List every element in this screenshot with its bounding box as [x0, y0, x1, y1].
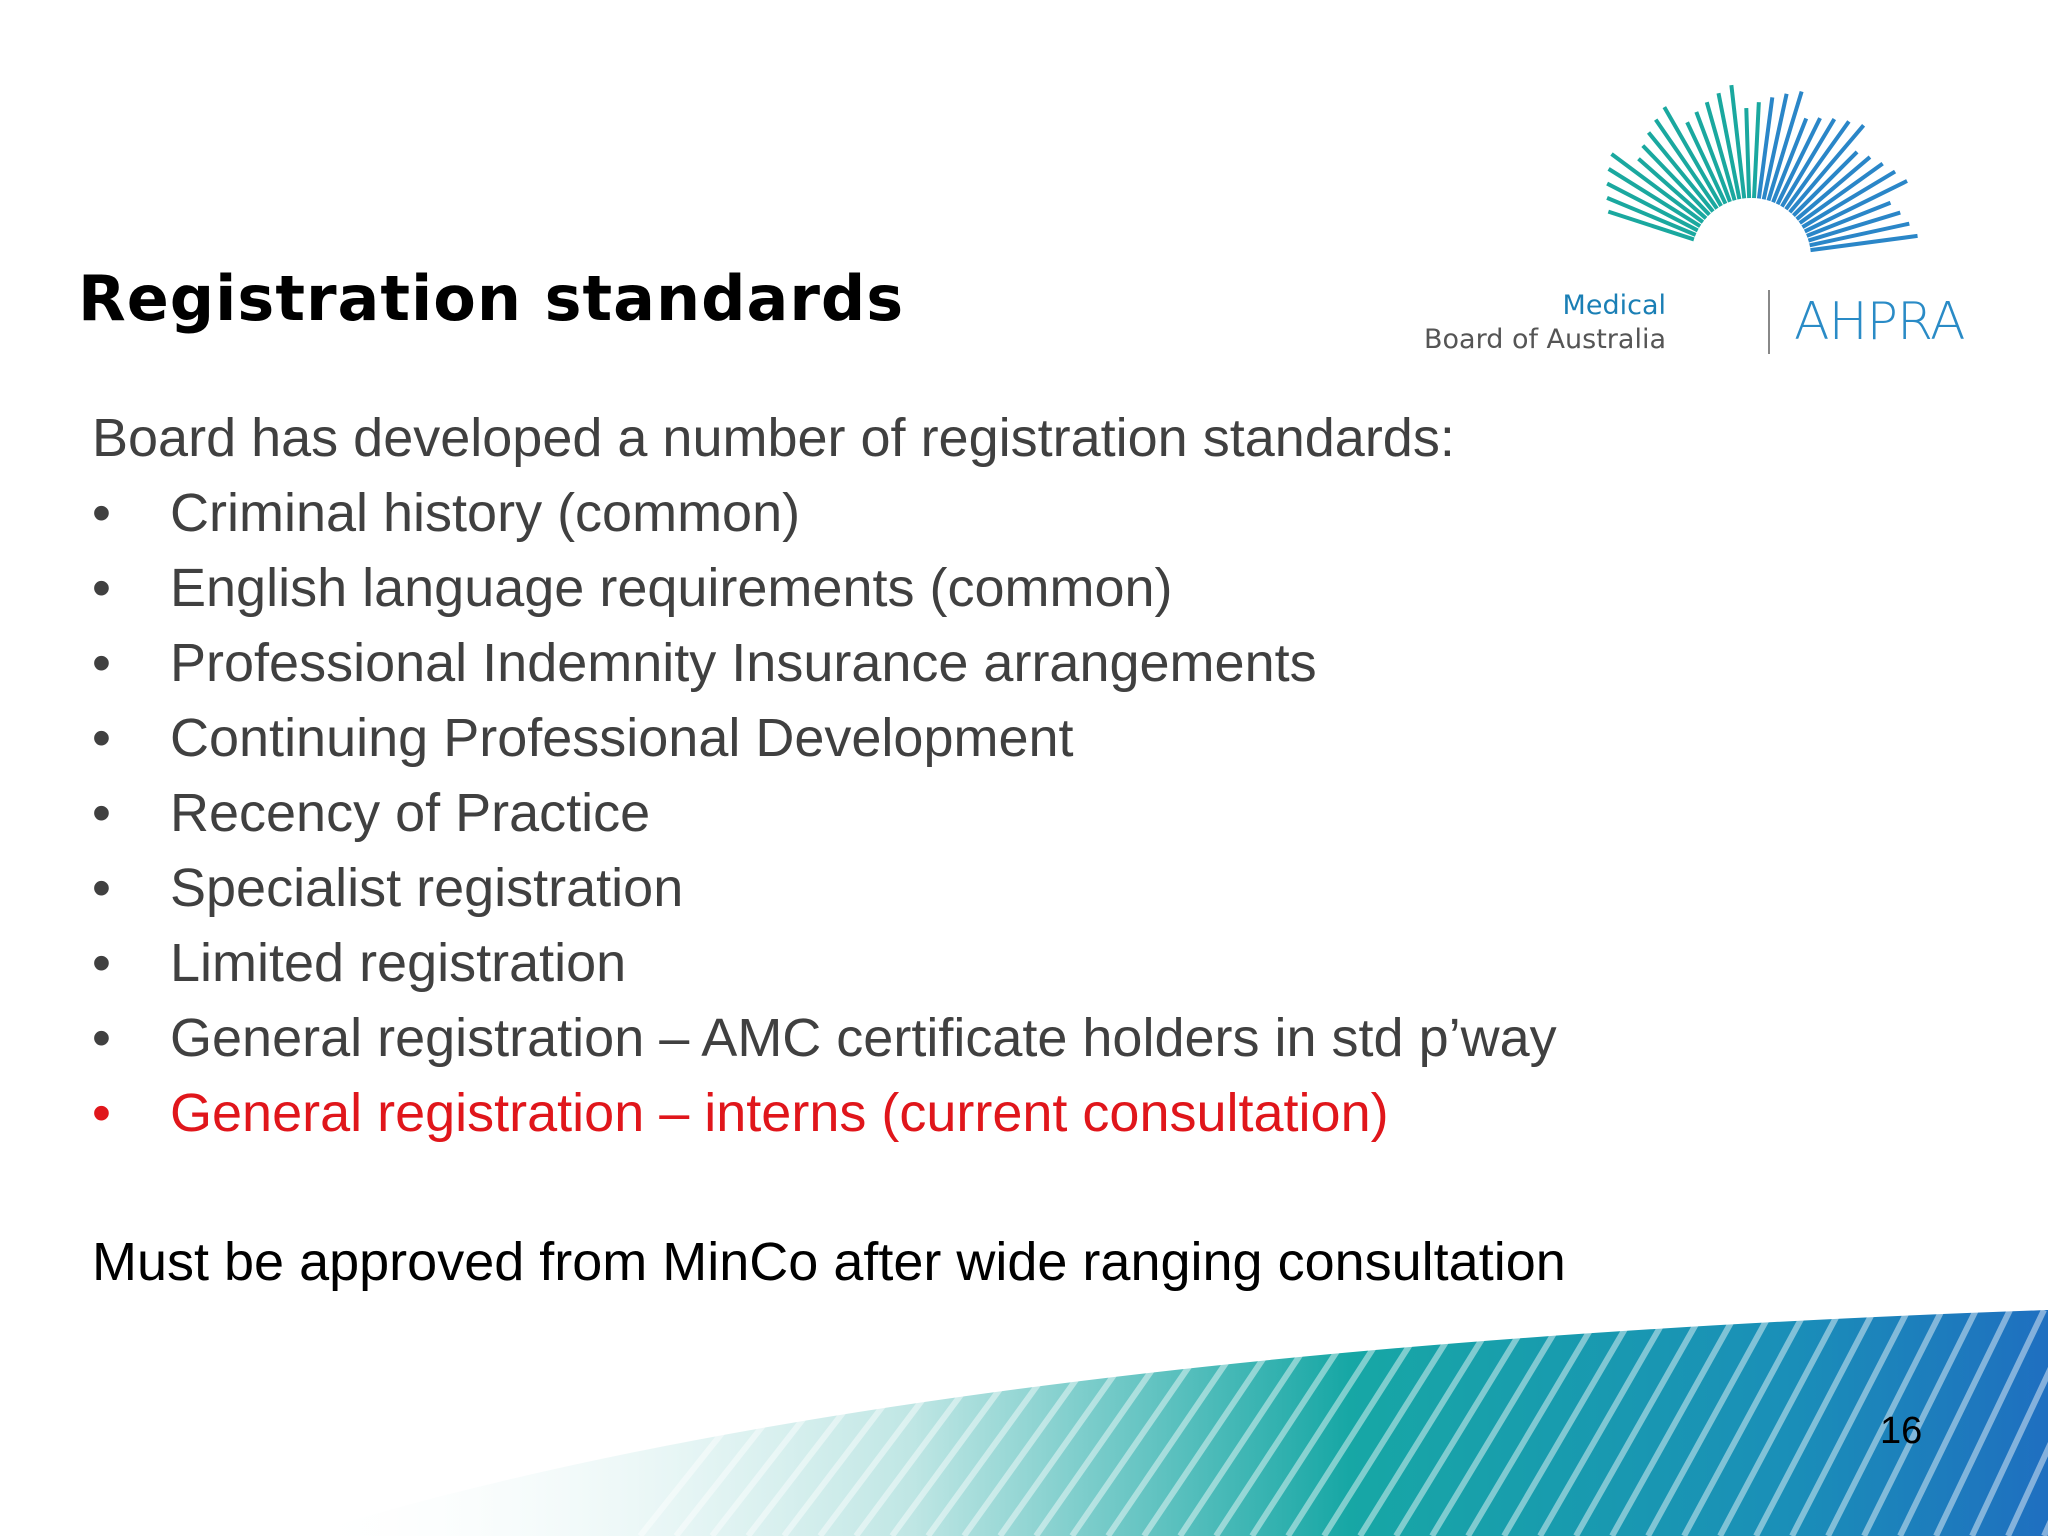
- list-item-text: Continuing Professional Development: [170, 708, 1074, 768]
- list-item-text: Recency of Practice: [170, 783, 651, 843]
- list-item: [92, 1077, 1792, 1152]
- list-item: [92, 777, 1792, 852]
- closing-text: Must be approved from MinCo after wide ranging consultation: [92, 1232, 1566, 1292]
- list-item: [92, 852, 1792, 927]
- list-item-text: General registration – interns (current consultation): [170, 1083, 1389, 1143]
- list-item-text: English language requirements (common): [170, 558, 1173, 618]
- logo-ahpra-text: AHPRA: [1794, 292, 1965, 352]
- list-item: [92, 477, 1792, 552]
- bullet-icon: •: [92, 1008, 111, 1068]
- list-item: [92, 627, 1792, 702]
- decorative-rays-band: [0, 1310, 2048, 1536]
- list-item-text: Professional Indemnity Insurance arrangements: [170, 633, 1317, 693]
- list-item-text: Limited registration: [170, 933, 627, 993]
- bullet-icon: •: [92, 483, 111, 543]
- logo-board-text: Board of Australia: [1424, 324, 1666, 355]
- bullet-icon: •: [92, 783, 111, 843]
- logo-ray: [1746, 108, 1749, 198]
- list-item: [92, 552, 1792, 627]
- list-item: [92, 702, 1792, 777]
- slide-body: [92, 402, 1792, 1152]
- bullet-icon: •: [92, 933, 111, 993]
- logo-ray: [1754, 102, 1759, 198]
- australia-map-rays-icon: [1496, 78, 1956, 298]
- list-item-text: Criminal history (common): [170, 483, 801, 543]
- slide-title: Registration standards: [78, 262, 905, 335]
- logo-medical-text: Medical: [1562, 290, 1666, 321]
- medical-board-logo: [1424, 78, 1965, 362]
- page-number: 16: [1880, 1410, 1923, 1452]
- bullet-icon: •: [92, 633, 111, 693]
- intro-text: Board has developed a number of registration standards:: [92, 408, 1455, 468]
- list-item-text: General registration – AMC certificate holders in std p’way: [170, 1008, 1557, 1068]
- standards-list: [92, 477, 1792, 1152]
- bullet-icon: •: [92, 1083, 111, 1143]
- bullet-icon: •: [92, 858, 111, 918]
- list-item: [92, 1002, 1792, 1077]
- bullet-icon: •: [92, 708, 111, 768]
- list-item: [92, 927, 1792, 1002]
- bullet-icon: •: [92, 558, 111, 618]
- logo-ray: [1612, 154, 1703, 222]
- list-item-text: Specialist registration: [170, 858, 684, 918]
- logo-divider: [1768, 290, 1770, 354]
